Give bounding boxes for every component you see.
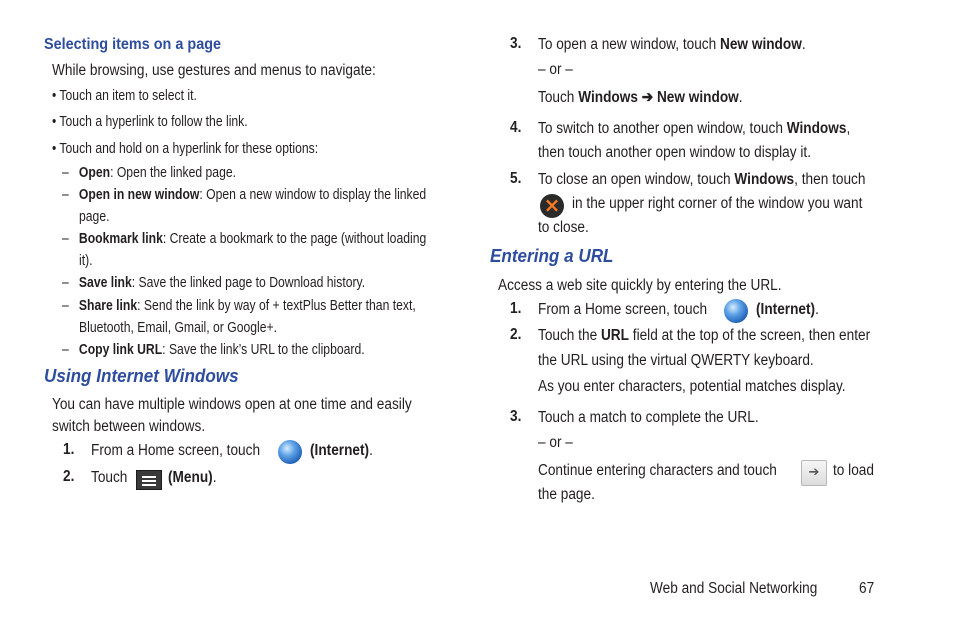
step-text: to load [833, 462, 874, 479]
footer-section-title: Web and Social Networking [650, 580, 818, 597]
step-number: 3. [510, 35, 522, 52]
menu-icon [136, 470, 162, 490]
section-intro: Access a web site quickly by entering the URL. [498, 277, 782, 294]
step-text: Continue entering characters and touch [538, 462, 777, 479]
section-heading-entering-url: Entering a URL [490, 246, 614, 266]
section-intro: While browsing, use gestures and menus to navigate: [52, 62, 376, 79]
section-heading-internet-windows: Using Internet Windows [44, 366, 239, 386]
step-text: To switch to another open window, touch Windows, [538, 120, 851, 137]
step-number: 2. [63, 468, 75, 485]
step-term: (Menu). [168, 469, 217, 486]
internet-globe-icon [724, 299, 748, 323]
step-number: 3. [510, 408, 522, 425]
step-text: From a Home screen, touch [538, 301, 708, 318]
step-term: (Internet). [756, 301, 819, 318]
step-text: Touch Windows ➔ New window. [538, 89, 743, 106]
option-open-new-window: – Open in new window: Open a new window to display the linked [62, 187, 427, 203]
step-text: in the upper right corner of the window you want [572, 195, 863, 212]
bullet-item: • Touch a hyperlink to follow the link. [52, 114, 248, 130]
step-text: then touch another open window to display it. [538, 144, 811, 161]
step-text: Touch the URL field at the top of the screen, then enter [538, 327, 871, 344]
step-text: the page. [538, 486, 595, 503]
bullet-item: • Touch and hold on a hyperlink for these options: [52, 141, 319, 157]
step-text: From a Home screen, touch [91, 442, 261, 459]
bullet-item: • Touch an item to select it. [52, 88, 197, 104]
section-intro: switch between windows. [52, 418, 206, 435]
step-text: to close. [538, 219, 589, 236]
option-continuation: it). [79, 253, 93, 269]
step-text: To close an open window, touch Windows, then touch [538, 171, 866, 188]
option-open: – Open: Open the linked page. [62, 165, 237, 181]
option-continuation: Bluetooth, Email, Gmail, or Google+. [79, 320, 278, 336]
step-number: 1. [510, 300, 522, 317]
page-number: 67 [859, 580, 875, 597]
option-copy-link-url: – Copy link URL: Save the link’s URL to the clipboard. [62, 342, 365, 358]
or-separator: – or – [538, 434, 573, 451]
step-term: (Internet). [310, 442, 373, 459]
section-heading-selecting-items: Selecting items on a page [44, 36, 222, 53]
option-share-link: – Share link: Send the link by way of + textPlus Better than text, [62, 298, 416, 314]
step-number: 4. [510, 119, 522, 136]
close-window-icon [540, 194, 564, 218]
internet-globe-icon [278, 440, 302, 464]
step-text: As you enter characters, potential matches display. [538, 378, 846, 395]
option-bookmark-link: – Bookmark link: Create a bookmark to the page (without loading [62, 231, 427, 247]
step-text: the URL using the virtual QWERTY keyboard. [538, 352, 814, 369]
option-continuation: page. [79, 209, 110, 225]
section-intro: You can have multiple windows open at one time and easily [52, 396, 412, 413]
or-separator: – or – [538, 61, 573, 78]
step-number: 5. [510, 170, 522, 187]
go-arrow-icon [801, 460, 827, 486]
option-save-link: – Save link: Save the linked page to Download history. [62, 275, 366, 291]
step-number: 2. [510, 326, 522, 343]
step-text: Touch [91, 469, 128, 486]
step-number: 1. [63, 441, 75, 458]
step-text: To open a new window, touch New window. [538, 36, 806, 53]
step-text: Touch a match to complete the URL. [538, 409, 759, 426]
